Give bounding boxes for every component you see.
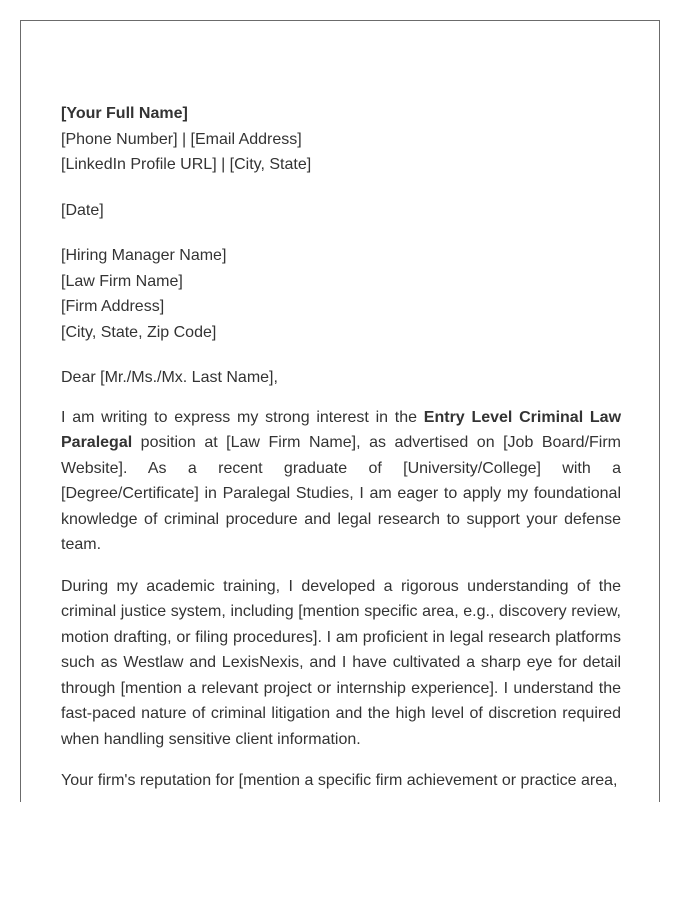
- letter-date: [Date]: [61, 201, 104, 219]
- sender-contact: [Phone Number] | [Email Address]: [61, 130, 302, 148]
- recipient-city: [City, State, Zip Code]: [61, 323, 217, 341]
- job-title-emphasis: Entry Level Criminal Law Paralegal: [61, 408, 622, 451]
- recipient-manager: [Hiring Manager Name]: [61, 247, 227, 264]
- spacer: [61, 223, 621, 243]
- spacer: [61, 178, 621, 198]
- recipient-address: [Firm Address]: [61, 298, 165, 315]
- recipient-firm: [Law Firm Name]: [61, 272, 183, 290]
- paragraph-1-intro: I am writing to express my strong interest in the: [61, 408, 424, 426]
- paragraph-1-rest: position at [Law Firm Name], as advertised on [Job Board/Firm Website]. As a recent graduate of [University/College] with a [Degree/Certificate] in Paralegal Studies, I am eager to apply my foundational knowledge of criminal procedure and legal research to support your defense team.: [61, 434, 621, 553]
- letter-page: [20, 20, 660, 802]
- body-paragraph-2: During my academic training, I developed a rigorous understanding of the criminal justice system, including [mention specific area, e.g., discovery review, motion drafting, or filing procedures]. I am proficient in legal research platforms such as Westlaw and LexisNexis, and I have cultivated a sharp eye for detail through [mention a relevant project or internship experience]. I understand the fast-paced nature of criminal litigation and the high level of discretion required when handling sensitive client information.: [61, 577, 621, 748]
- body-paragraph-3: Your firm's reputation for [mention a specific firm achievement or practice area,: [61, 772, 618, 789]
- body-paragraph-1: [61, 405, 621, 558]
- letter-content: [61, 101, 621, 802]
- sender-profile: [LinkedIn Profile URL] | [City, State]: [61, 156, 312, 173]
- spacer: [61, 345, 621, 365]
- sender-name: [Your Full Name]: [61, 105, 188, 122]
- salutation: Dear [Mr./Ms./Mx. Last Name],: [61, 369, 278, 386]
